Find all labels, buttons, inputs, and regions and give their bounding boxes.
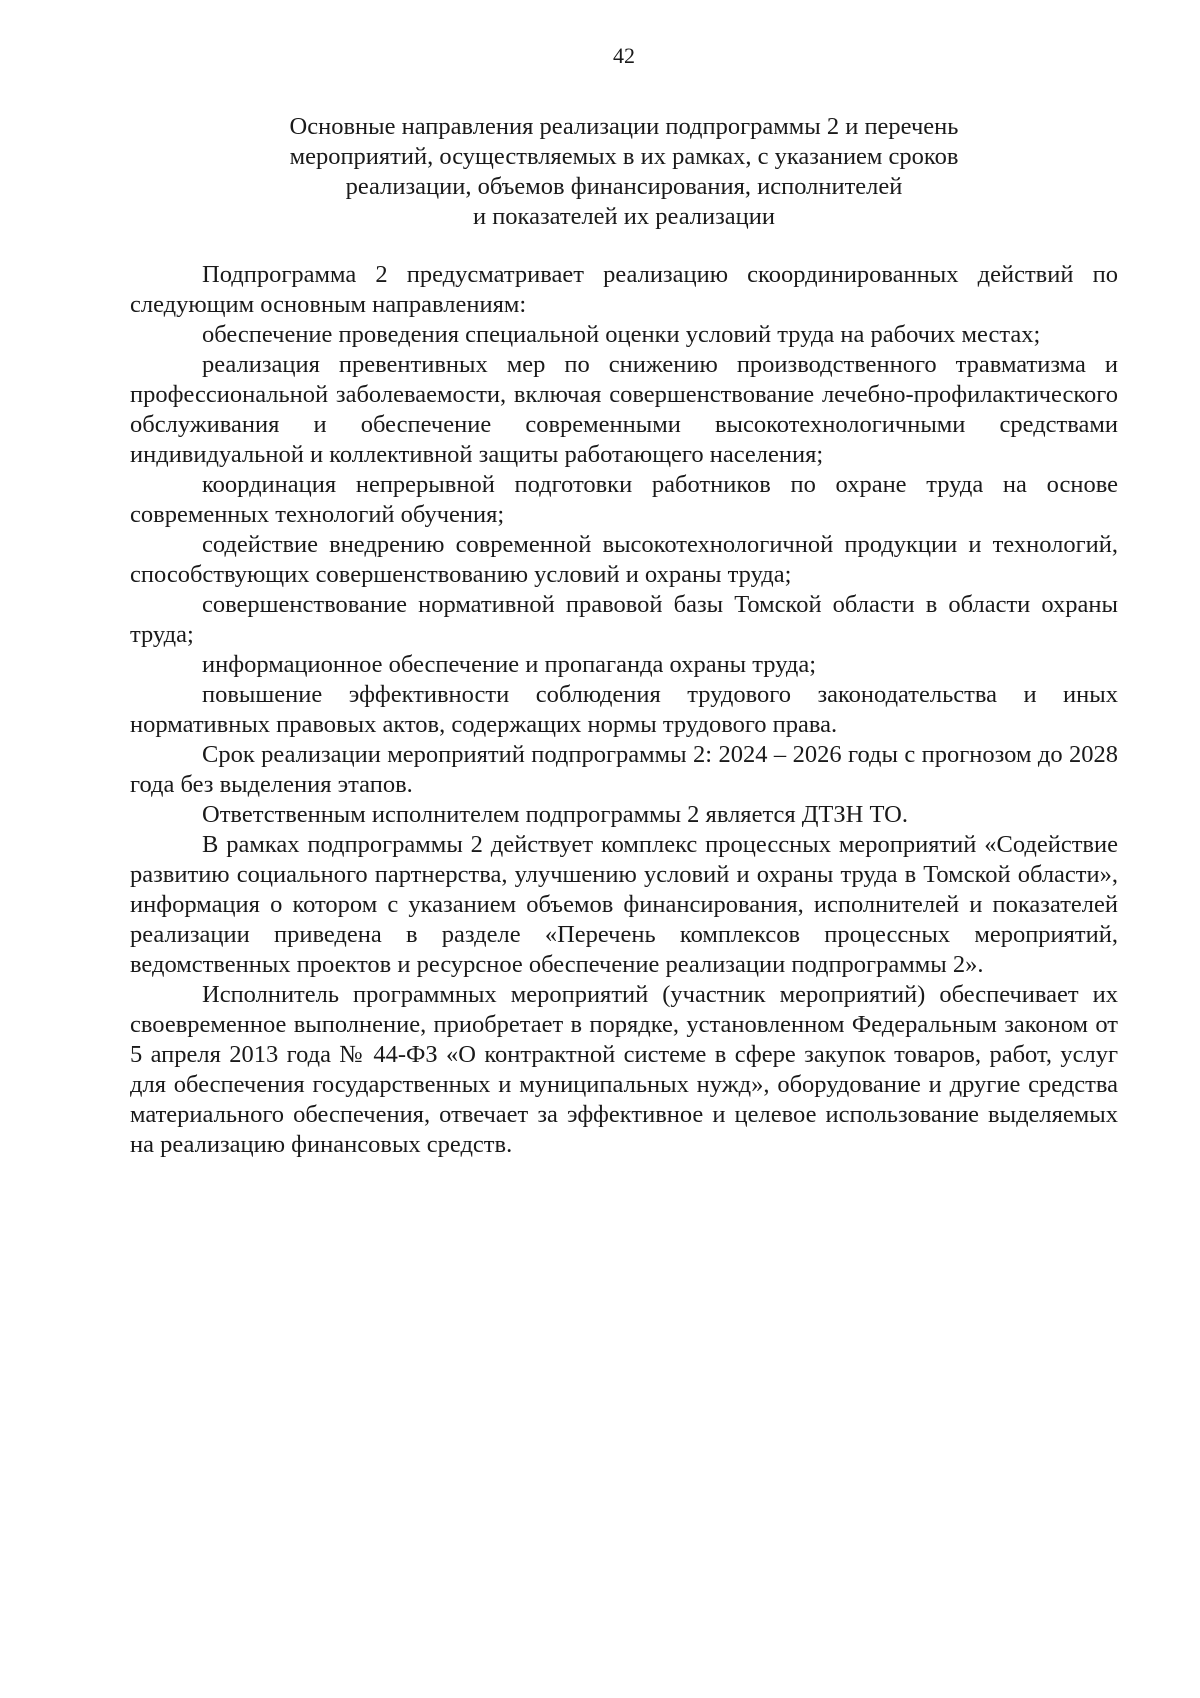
section-title-line: и показателей их реализации (472, 203, 776, 230)
paragraph-direction: повышение эффективности соблюдения трудового законодательства и иных нормативных правовых актов, содержащих нормы трудового права. (130, 681, 1118, 738)
section-title-line: Основные направления реализации подпрограммы 2 и перечень (289, 113, 959, 140)
paragraph-direction: реализация превентивных мер по снижению производственного травматизма и профессиональной заболеваемости, включая совершенствование лечебно-профилактического обслуживания и обеспечение современными высокотехнологичными средствами индивидуальной и коллективной защиты работающего населения; (130, 351, 1118, 468)
paragraph-timeline: Срок реализации мероприятий подпрограммы 2: 2024 – 2026 годы с прогнозом до 2028 года без выделения этапов. (130, 741, 1118, 798)
page-number: 42 (613, 43, 635, 68)
paragraph-responsible: Ответственным исполнителем подпрограммы 2 является ДТЗН ТО. (202, 801, 908, 828)
paragraph-direction: содействие внедрению современной высокотехнологичной продукции и технологий, способствующих совершенствованию условий и охраны труда; (130, 531, 1118, 588)
paragraph-direction: совершенствование нормативной правовой базы Томской области в области охраны труда; (130, 591, 1118, 648)
section-title (130, 112, 1118, 232)
paragraph-intro: Подпрограмма 2 предусматривает реализацию скоординированных действий по следующим основным направлениям: (130, 261, 1118, 318)
paragraph-direction: координация непрерывной подготовки работников по охране труда на основе современных технологий обучения; (130, 471, 1118, 528)
paragraph-executor: Исполнитель программных мероприятий (участник мероприятий) обеспечивает их своевременное выполнение, приобретает в порядке, установленном Федеральным законом от 5 апреля 2013 года № 44-ФЗ «О контрактной системе в сфере закупок товаров, работ, услуг для обеспечения государственных и муниципальных нужд», оборудование и другие средства материального обеспечения, отвечает за эффективное и целевое использование выделяемых на реализацию финансовых средств. (130, 981, 1118, 1158)
body-text (130, 260, 1118, 1160)
section-title-line: реализации, объемов финансирования, исполнителей (345, 173, 903, 200)
paragraph-direction: обеспечение проведения специальной оценки условий труда на рабочих местах; (202, 321, 1041, 348)
section-title-line: мероприятий, осуществляемых в их рамках, с указанием сроков (289, 143, 959, 170)
paragraph-complex: В рамках подпрограммы 2 действует комплекс процессных мероприятий «Содействие развитию социального партнерства, улучшению условий и охраны труда в Томской области», информация о котором с указанием объемов финансирования, исполнителей и показателей реализации приведена в разделе «Перечень комплексов процессных мероприятий, ведомственных проектов и ресурсное обеспечение реализации подпрограммы 2». (130, 831, 1118, 978)
paragraph-direction: информационное обеспечение и пропаганда охраны труда; (202, 651, 817, 678)
